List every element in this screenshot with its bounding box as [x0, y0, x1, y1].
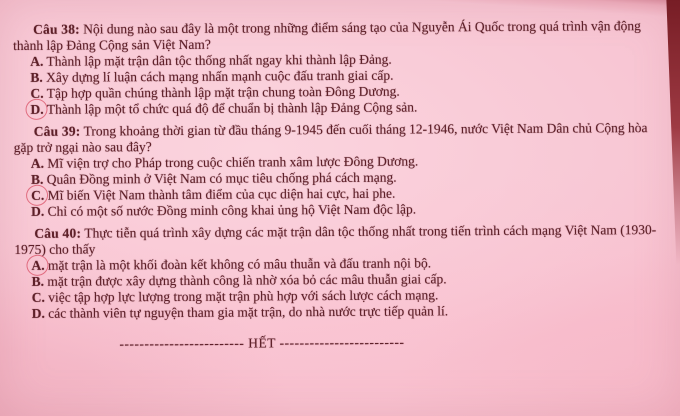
option-text: Xây dựng lí luận cách mạng nhấn mạnh cuộc đấu tranh giai cấp. [46, 67, 394, 85]
question-38 [13, 18, 656, 118]
option-letter: B. [30, 171, 44, 187]
question-39-number: Câu 39: [33, 123, 81, 139]
option-letter: D. [31, 305, 45, 321]
option-text: Tập hợp quần chúng thành lập mặt trận chung toàn Đông Dương. [46, 83, 400, 101]
end-marker: ------------------------- HẾT ------------------------- [119, 334, 405, 352]
question-38-number: Câu 38: [32, 21, 80, 37]
circled-answer-mark: C. [31, 187, 45, 203]
question-39 [14, 120, 657, 220]
question-40 [14, 222, 657, 322]
circled-answer-mark: A. [31, 257, 45, 273]
paper-edge-background [660, 0, 680, 265]
option-text: Thành lập một tổ chức quá độ để chuẩn bị thành lập Đảng Cộng sản. [46, 99, 418, 117]
option-text: Mĩ viện trợ cho Pháp trong cuộc chiến tranh xâm lược Đông Dương. [47, 153, 419, 171]
question-40-stem [14, 222, 656, 258]
option-text: Mĩ biến Việt Nam thành tâm điểm của cục diện hai cực, hai phe. [47, 185, 396, 203]
question-38-stem [13, 18, 655, 54]
option-letter: A. [30, 155, 45, 171]
exam-content [13, 18, 657, 353]
option-letter: A. [30, 53, 44, 69]
option-letter: B. [31, 273, 45, 289]
option-letter: B. [30, 69, 43, 85]
option-text: Thành lập mặt trận dân tộc thống nhất ngay khi thành lập Đảng. [46, 51, 392, 69]
option-text: mặt trận được xây dựng thành công là nhờ xóa bỏ các mâu thuẫn giai cấp. [47, 271, 447, 289]
question-40-text: Thực tiễn quá trình xây dựng các mặt trận dân tộc thống nhất trong tiến trình cách mạng Việt Nam (1930-1975) cho thấy [14, 222, 657, 257]
option-text: Chỉ có một số nước Đồng minh công khai ủng hộ Việt Nam độc lập. [47, 201, 417, 219]
circled-answer-mark: D. [30, 101, 44, 117]
question-39-stem [14, 120, 656, 156]
question-38-option-d [13, 98, 655, 118]
question-40-number: Câu 40: [34, 225, 82, 241]
option-text: việc tập hợp lực lượng trong mặt trận phù hợp với sách lược cách mạng. [48, 287, 439, 305]
option-letter: C. [31, 289, 45, 305]
question-39-text: Trong khoảng thời gian từ đầu tháng 9-1945 đến cuối tháng 12-1946, nước Việt Nam Dân chủ Cộng hòa gặp trở ngại nào sau đây? [13, 120, 648, 155]
question-39-option-d [14, 200, 656, 220]
option-letter: D. [31, 203, 45, 219]
option-letter: C. [30, 85, 44, 101]
option-text: các thành viên tự nguyện tham gia mặt trận, do nhà nước trực tiếp quản lí. [48, 303, 449, 321]
option-text: Quân Đồng minh ở Việt Nam có mục tiêu chống phá cách mạng. [46, 169, 397, 187]
question-40-option-d [15, 302, 657, 322]
question-38-text: Nội dung nào sau đây là một trong những điểm sáng tạo của Nguyễn Ái Quốc trong quá trình vận động thành lập Đảng Cộng sản Việt Nam? [13, 18, 641, 53]
option-text: mặt trận là một khối đoàn kết không có mâu thuẫn và đấu tranh nội bộ. [47, 255, 432, 273]
